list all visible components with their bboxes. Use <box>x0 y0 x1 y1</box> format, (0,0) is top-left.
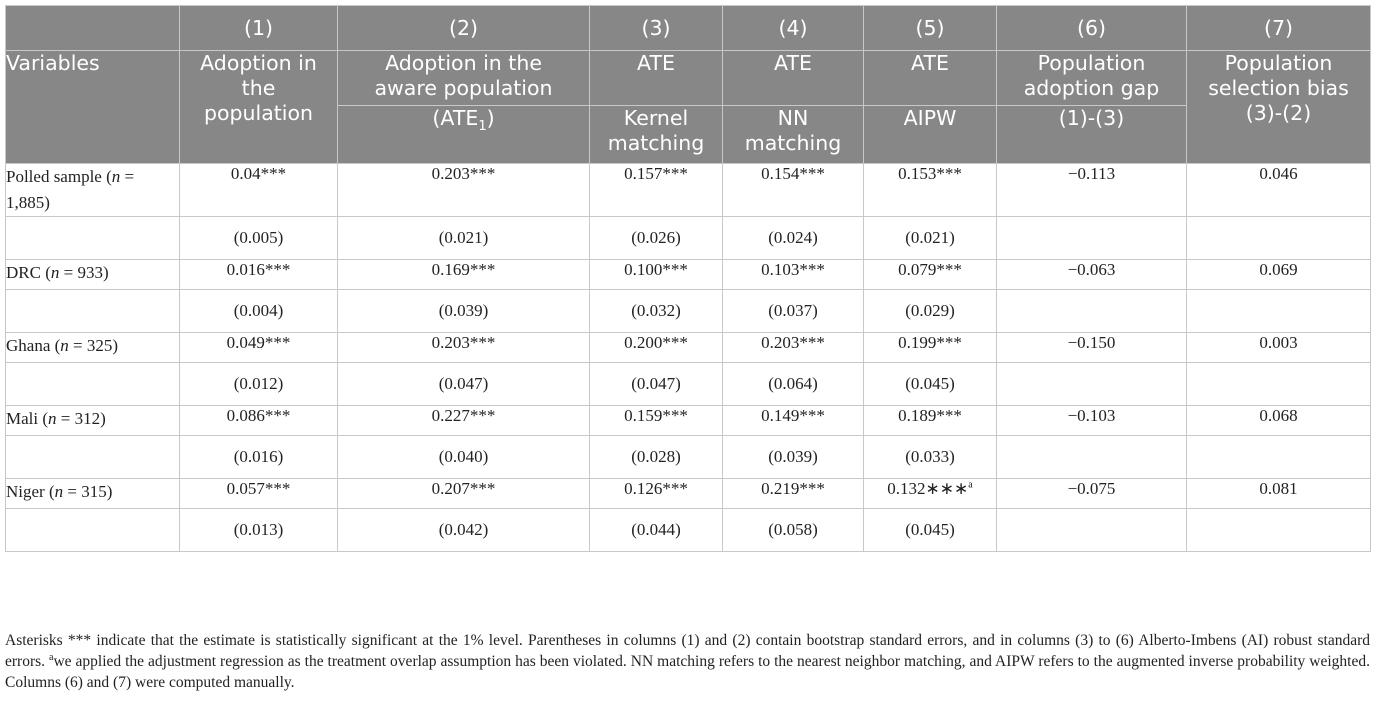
se-cell: (0.024) <box>723 217 864 260</box>
se-row <box>6 363 1371 406</box>
coef-cell <box>1187 406 1371 436</box>
table-row <box>6 479 1371 509</box>
coef-value: 0.132∗∗∗ <box>887 479 969 498</box>
coef-cell <box>590 479 723 509</box>
col2-header: Adoption in the aware population <box>338 51 590 106</box>
coef-value: 0.169*** <box>431 260 496 279</box>
se-row-label <box>6 436 180 479</box>
coef-cell <box>997 333 1187 363</box>
coef-cell <box>864 406 997 436</box>
se-cell <box>1187 509 1371 552</box>
row-label-post: = 1,885) <box>6 167 135 212</box>
coef-value: 0.203*** <box>431 333 496 352</box>
se-row-label <box>6 509 180 552</box>
row-label-pre: Ghana ( <box>6 336 61 355</box>
row-label-post: = 315) <box>63 482 113 501</box>
coef-value: 0.086*** <box>226 406 291 425</box>
se-cell: (0.013) <box>180 509 338 552</box>
coef-cell <box>1187 333 1371 363</box>
coef-cell <box>338 479 590 509</box>
coef-cell <box>590 406 723 436</box>
col-num-5: (5) <box>864 6 997 51</box>
row-label-post: = 312) <box>56 409 106 428</box>
coef-value: 0.200*** <box>624 333 688 352</box>
se-cell: (0.037) <box>723 290 864 333</box>
se-cell: (0.044) <box>590 509 723 552</box>
coef-cell <box>864 164 997 217</box>
coef-value: 0.003 <box>1259 333 1298 352</box>
col4-subheader: NN matching <box>723 106 864 164</box>
se-cell: (0.047) <box>338 363 590 406</box>
col5-header: ATE <box>864 51 997 106</box>
coef-value: 0.227*** <box>431 406 496 425</box>
se-cell: (0.028) <box>590 436 723 479</box>
coef-value: 0.157*** <box>624 164 688 183</box>
se-cell: (0.026) <box>590 217 723 260</box>
table-row <box>6 164 1371 217</box>
coef-cell <box>180 164 338 217</box>
col6-header: Population adoption gap <box>997 51 1187 106</box>
coef-cell <box>1187 479 1371 509</box>
variables-header: Variables <box>6 51 180 164</box>
coef-cell <box>1187 260 1371 290</box>
coef-cell <box>723 479 864 509</box>
se-row-label <box>6 363 180 406</box>
se-cell <box>1187 290 1371 333</box>
col3-subheader: Kernel matching <box>590 106 723 164</box>
se-cell: (0.058) <box>723 509 864 552</box>
row-label-n: n <box>54 482 64 501</box>
coef-cell <box>180 479 338 509</box>
coef-value: 0.207*** <box>431 479 496 498</box>
se-cell: (0.033) <box>864 436 997 479</box>
col1-header: Adoption in the population <box>180 51 338 164</box>
footnote-superscript: a <box>49 651 54 663</box>
coef-cell <box>864 479 997 509</box>
se-row <box>6 509 1371 552</box>
se-cell <box>997 363 1187 406</box>
coef-cell <box>180 406 338 436</box>
se-cell: (0.045) <box>864 509 997 552</box>
col6-subheader: (1)-(3) <box>997 106 1187 164</box>
coef-cell <box>338 333 590 363</box>
coef-cell <box>338 406 590 436</box>
coef-cell <box>723 164 864 217</box>
row-label-n: n <box>48 409 57 428</box>
coef-value: −0.150 <box>1067 333 1116 352</box>
se-cell: (0.047) <box>590 363 723 406</box>
row-label-pre: Polled sample ( <box>6 167 112 186</box>
se-cell: (0.040) <box>338 436 590 479</box>
se-cell: (0.021) <box>864 217 997 260</box>
coef-cell <box>723 333 864 363</box>
col-num-1: (1) <box>180 6 338 51</box>
se-row-label <box>6 290 180 333</box>
coef-cell <box>180 260 338 290</box>
coef-value: 0.100*** <box>624 260 688 279</box>
se-cell: (0.064) <box>723 363 864 406</box>
row-label <box>6 406 180 436</box>
se-cell: (0.012) <box>180 363 338 406</box>
se-cell: (0.004) <box>180 290 338 333</box>
coef-cell <box>997 164 1187 217</box>
ate1-subscript: 1 <box>478 119 487 135</box>
column-title-row <box>6 51 1371 106</box>
se-cell: (0.045) <box>864 363 997 406</box>
footnote-part2: we applied the adjustment regression as the treatment overlap assumption has been violated. NN matching refers to the nearest neighbor matching, and AIPW refers to the augmented inverse probability weighted. Columns (6) and (7) were computed manually. <box>5 653 1370 691</box>
coef-cell <box>338 260 590 290</box>
se-row <box>6 217 1371 260</box>
coef-cell <box>723 260 864 290</box>
se-row <box>6 290 1371 333</box>
column-number-row <box>6 6 1371 51</box>
table-footnote <box>5 630 1370 693</box>
se-cell: (0.016) <box>180 436 338 479</box>
coef-value: 0.103*** <box>761 260 825 279</box>
se-cell: (0.005) <box>180 217 338 260</box>
col2-subheader <box>338 106 590 164</box>
coef-value: 0.079*** <box>898 260 962 279</box>
table-row <box>6 260 1371 290</box>
coef-value: 0.153*** <box>898 164 962 183</box>
coef-value: 0.068 <box>1259 406 1298 425</box>
coef-value: 0.049*** <box>226 333 291 352</box>
se-cell <box>997 509 1187 552</box>
header-empty <box>6 6 180 51</box>
coef-value: −0.075 <box>1067 479 1116 498</box>
se-cell <box>997 290 1187 333</box>
coef-value: 0.149*** <box>761 406 825 425</box>
coef-value: 0.046 <box>1259 164 1298 183</box>
se-cell <box>997 217 1187 260</box>
coef-cell <box>1187 164 1371 217</box>
se-cell: (0.032) <box>590 290 723 333</box>
row-label <box>6 260 180 290</box>
coef-value: 0.04*** <box>230 164 287 183</box>
ate1-close: ) <box>486 106 495 130</box>
coef-value: −0.113 <box>1067 164 1116 183</box>
row-label-n: n <box>60 336 69 355</box>
row-label-pre: DRC ( <box>6 263 51 282</box>
col-num-7: (7) <box>1187 6 1371 51</box>
se-cell: (0.021) <box>338 217 590 260</box>
row-label-pre: Mali ( <box>6 409 49 428</box>
coef-cell <box>864 260 997 290</box>
se-cell: (0.029) <box>864 290 997 333</box>
coef-cell <box>997 406 1187 436</box>
se-cell <box>1187 363 1371 406</box>
row-label-n: n <box>111 167 121 186</box>
table-row <box>6 333 1371 363</box>
coef-cell <box>180 333 338 363</box>
coef-value: 0.016*** <box>226 260 291 279</box>
col5-subheader: AIPW <box>864 106 997 164</box>
coef-value: 0.203*** <box>431 164 496 183</box>
row-label <box>6 479 180 509</box>
coef-superscript: a <box>968 479 973 491</box>
col4-header: ATE <box>723 51 864 106</box>
col7-header: Population selection bias (3)-(2) <box>1187 51 1371 164</box>
col-num-6: (6) <box>997 6 1187 51</box>
col-num-2: (2) <box>338 6 590 51</box>
se-cell: (0.039) <box>723 436 864 479</box>
coef-value: −0.103 <box>1067 406 1116 425</box>
coef-value: 0.154*** <box>761 164 825 183</box>
results-table <box>5 5 1371 552</box>
table-row <box>6 406 1371 436</box>
row-label-pre: Niger ( <box>6 482 55 501</box>
se-cell: (0.042) <box>338 509 590 552</box>
se-cell <box>1187 436 1371 479</box>
se-cell: (0.039) <box>338 290 590 333</box>
se-cell <box>997 436 1187 479</box>
coef-value: 0.219*** <box>761 479 825 498</box>
coef-value: 0.126*** <box>624 479 688 498</box>
coef-cell <box>590 164 723 217</box>
se-cell <box>1187 217 1371 260</box>
row-label-post: = 325) <box>68 336 119 355</box>
se-row-label <box>6 217 180 260</box>
coef-cell <box>590 333 723 363</box>
coef-value: 0.057*** <box>226 479 291 498</box>
coef-cell <box>590 260 723 290</box>
coef-value: 0.081 <box>1259 479 1298 498</box>
table-body <box>6 164 1371 552</box>
coef-value: 0.199*** <box>898 333 962 352</box>
ate1-text: (ATE <box>432 106 479 130</box>
row-label <box>6 333 180 363</box>
row-label <box>6 164 180 217</box>
coef-cell <box>338 164 590 217</box>
coef-value: 0.203*** <box>761 333 825 352</box>
se-row <box>6 436 1371 479</box>
coef-value: −0.063 <box>1067 260 1116 279</box>
col-num-3: (3) <box>590 6 723 51</box>
col-num-4: (4) <box>723 6 864 51</box>
coef-value: 0.069 <box>1259 260 1298 279</box>
coef-cell <box>997 260 1187 290</box>
coef-value: 0.159*** <box>624 406 688 425</box>
footnote-part1: Asterisks *** indicate that the estimate is statistically significant at the 1% level. Parentheses in columns (1) and (2) contain bootstrap standard errors, and in columns (3) to (6) Alberto-Imbens (AI) robust standard errors. <box>5 632 1370 670</box>
coef-cell <box>723 406 864 436</box>
row-label-post: = 933) <box>59 263 109 282</box>
coef-cell <box>864 333 997 363</box>
row-label-n: n <box>50 263 60 282</box>
coef-cell <box>997 479 1187 509</box>
col3-header: ATE <box>590 51 723 106</box>
coef-value: 0.189*** <box>898 406 962 425</box>
